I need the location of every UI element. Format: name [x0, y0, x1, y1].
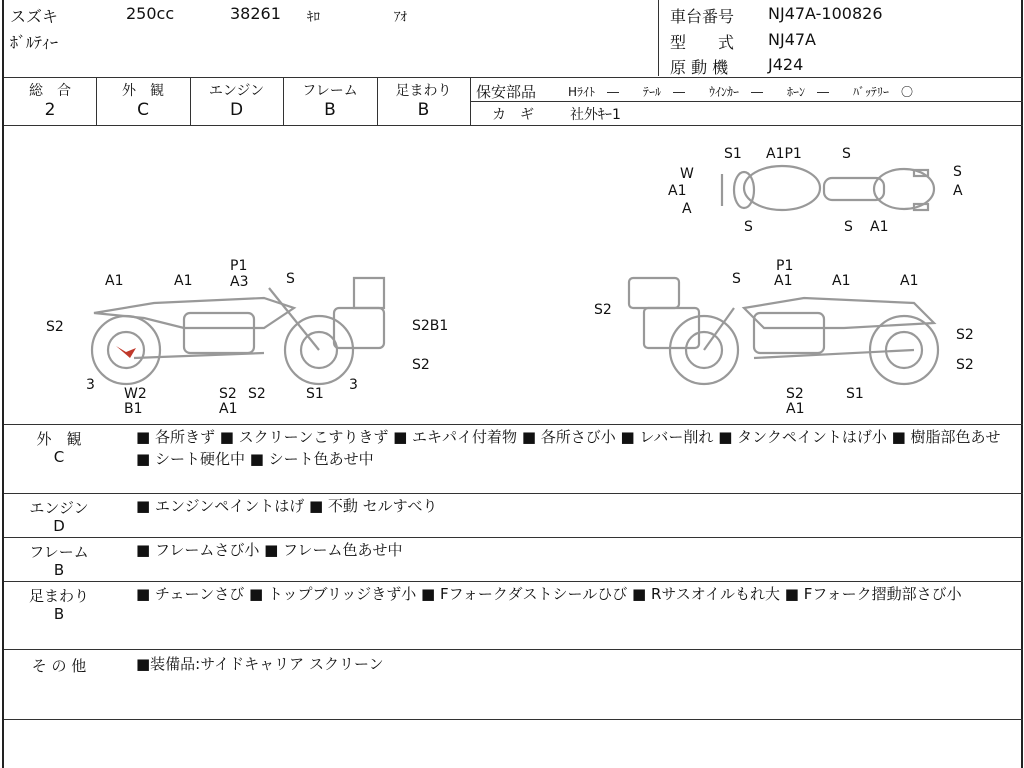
- inspection-sheet: [2, 0, 1023, 768]
- diagram-label: A1: [668, 183, 687, 199]
- exterior-section-label: 外 観: [36, 430, 82, 448]
- diagram-label: S2: [786, 386, 804, 402]
- other-section-label: そ の 他: [31, 657, 87, 675]
- body-color: ｱｵ: [394, 10, 407, 25]
- diagram-label: W: [680, 166, 694, 182]
- diagram-label: A1: [832, 273, 851, 289]
- diagram-label: S1: [846, 386, 864, 402]
- diagram-label: A1: [786, 401, 805, 417]
- diagram-label: A1P1: [766, 146, 802, 162]
- other-section: [4, 649, 1023, 719]
- suspension-section-label: 足まわり: [28, 587, 89, 605]
- key-label: カ ギ: [492, 107, 534, 123]
- diagram-label: A1: [870, 219, 889, 235]
- suspension-notes: ■ チェーンさび ■ トップブリッジきず小 ■ Fフォークダストシールひび ■ Rサスオイルもれ大 ■ Fフォーク摺動部さび小: [136, 585, 962, 603]
- suspension-section: [4, 581, 1023, 649]
- frame-section-label: フレーム: [29, 543, 89, 561]
- section-divider: [4, 719, 1023, 720]
- suspension-section-grade: B: [53, 605, 65, 623]
- diagram-label: S2: [412, 357, 430, 373]
- grade-top-line: [4, 77, 1023, 78]
- diagram-label: S1: [724, 146, 742, 162]
- diagram-label: A1: [774, 273, 793, 289]
- diagram-label: S2: [594, 302, 612, 318]
- diagram-label: S: [744, 219, 753, 235]
- diagram-label: A1: [174, 273, 193, 289]
- diagram-label: S: [732, 271, 741, 287]
- mileage-unit: ｷﾛ: [307, 10, 320, 25]
- bike-top-view: [704, 160, 944, 220]
- diagram-label: P1: [776, 258, 794, 274]
- diagram-label: S: [842, 146, 851, 162]
- diagram-label: A1: [105, 273, 124, 289]
- exterior-section-grade: C: [53, 448, 65, 466]
- diagram-label: P1: [230, 258, 248, 274]
- diagram-label: S2B1: [412, 318, 449, 334]
- diagram-label: A: [682, 201, 692, 217]
- safety-divider: [470, 101, 1023, 102]
- frame-no-label: 車台番号: [670, 7, 735, 26]
- diagram-label: A: [953, 183, 963, 199]
- engine-model-label: 原 動 機: [670, 58, 729, 77]
- diagram-label: S1: [306, 386, 324, 402]
- diagram-label: B1: [124, 401, 143, 417]
- diagram-label: S2: [219, 386, 237, 402]
- header-divider: [658, 0, 659, 76]
- safety-label: 保安部品: [476, 83, 537, 101]
- suspension-grade: B: [417, 100, 430, 120]
- diagram-label: 3: [86, 377, 95, 393]
- diagram-label: 3: [349, 377, 358, 393]
- engine-label: エンジン: [208, 83, 265, 99]
- mileage: 38261: [230, 4, 281, 23]
- engine-section-grade: D: [53, 517, 65, 535]
- diagram-label: A3: [230, 274, 249, 290]
- engine-grade: D: [229, 100, 244, 120]
- suspension-label: 足まわり: [395, 83, 452, 99]
- exterior-section: [4, 424, 1023, 494]
- overall-grade: 2: [44, 100, 56, 120]
- damage-mark: [116, 346, 136, 358]
- type-label: 型 式: [670, 33, 735, 52]
- engine-section-label: エンジン: [29, 499, 89, 517]
- frame-notes: ■ フレームさび小 ■ フレーム色あせ中: [136, 541, 403, 559]
- frame-section-grade: B: [53, 561, 65, 579]
- frame-label: フレーム: [302, 83, 358, 99]
- diagram-label: S2: [248, 386, 266, 402]
- exterior-notes: ■ 各所きず ■ スクリーンこすりきず ■ エキパイ付着物 ■ 各所さび小 ■ レバー削れ ■ タンクペイントはげ小 ■ 樹脂部色あせ ■ シート硬化中 ■ シート色あせ中: [136, 428, 1001, 468]
- model-name: ﾎﾞﾙﾃｨｰ: [10, 33, 59, 52]
- grade-bottom-line: [4, 125, 1023, 126]
- diagram-label: W2: [124, 386, 147, 402]
- engine-section: [4, 493, 1023, 537]
- other-notes: ■装備品:サイドキャリア スクリーン: [136, 655, 384, 673]
- diagram-label: S2: [956, 327, 974, 343]
- frame-no: NJ47A-100826: [768, 4, 883, 23]
- overall-label: 総 合: [29, 83, 71, 99]
- displacement: 250cc: [126, 4, 175, 23]
- frame-grade: B: [324, 100, 336, 120]
- diagram-label: A1: [900, 273, 919, 289]
- diagram-label: S: [286, 271, 295, 287]
- engine-model: J424: [768, 55, 804, 74]
- diagram-label: S2: [956, 357, 974, 373]
- diagram-label: S: [844, 219, 853, 235]
- diagram-label: S2: [46, 319, 64, 335]
- safety-items: Hﾗｲﾄ ― ﾃｰﾙ ― ｳｲﾝｶｰ ― ﾎｰﾝ ― ﾊﾞｯﾃﾘｰ 〇: [568, 85, 914, 99]
- maker: スズキ: [10, 7, 59, 26]
- exterior-label: 外 観: [122, 83, 164, 99]
- frame-section: [4, 537, 1023, 581]
- exterior-grade: C: [137, 100, 149, 120]
- diagram-label: A1: [219, 401, 238, 417]
- diagram-label: S: [953, 164, 962, 180]
- type-value: NJ47A: [768, 30, 816, 49]
- key-value: 社外ｷｰ1: [570, 107, 621, 123]
- engine-notes: ■ エンジンペイントはげ ■ 不動 セルすべり: [136, 497, 438, 515]
